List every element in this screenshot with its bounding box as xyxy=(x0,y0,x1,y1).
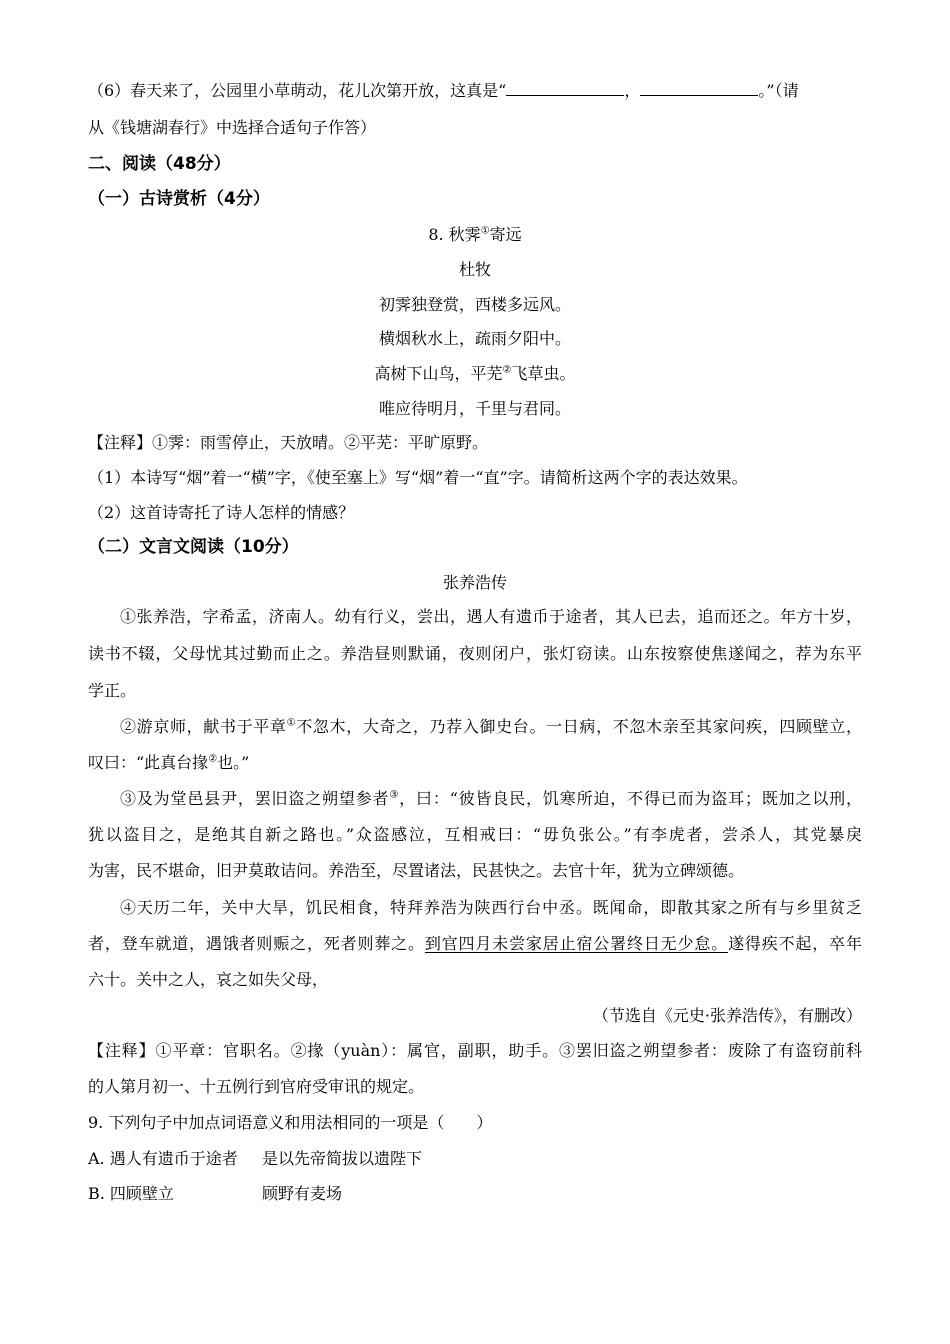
passage-title: 张养浩传 xyxy=(442,573,507,592)
paragraph-1-line-2: 读书不辍，父母忧其过勤而止之。养浩昼则默诵，夜则闭户，张灯窃读。山东按察使焦遂闻之，荐为东平 xyxy=(88,644,862,663)
option-b-label: B. 四顾壁立 xyxy=(88,1184,174,1203)
paragraph-4-line-3: 六十。关中之人，哀之如失父母， xyxy=(88,970,329,989)
poem-question-1: （1）本诗写“烟”着一“横”字，《使至塞上》写“烟”着一“直”字。请简析这两个字的表达效果。 xyxy=(88,468,748,487)
passage-source: （节选自《元史·张养浩传》，有删改） xyxy=(592,1006,862,1025)
paragraph-1-line-1: ①张养浩，字希孟，济南人。幼有行义，尝出，遇人有遗币于途者，其人已去，追而还之。年方十岁， xyxy=(120,607,862,626)
footnote-marker: ② xyxy=(502,364,512,376)
question-6-line-2: 从《钱塘湖春行》中选择合适句子作答） xyxy=(88,118,377,137)
poem-title: 8. 秋霁①寄远 xyxy=(428,225,522,244)
underlined-sentence: 到官四月未尝家居止宿公署终日无少怠。 xyxy=(424,934,729,953)
footnote-marker: ② xyxy=(208,753,218,765)
paragraph-2-line-2: 叹曰：“此真台掾②也。” xyxy=(88,753,250,772)
question-9-option-b[interactable] xyxy=(88,1183,862,1205)
answer-blank-1[interactable] xyxy=(506,80,624,96)
paragraph-4-line-1: ④天历二年，关中大旱，饥民相食，特拜养浩为陕西行台中丞。既闻命，即散其家之所有与乡里贫乏 xyxy=(120,898,862,917)
paragraph-3-line-3: 为害，民不堪命，旧尹莫敢诘问。养浩至，尽置诸法，民甚快之。去官十年，犹为立碑颂德。 xyxy=(88,861,745,880)
poem-author: 杜牧 xyxy=(458,260,491,279)
option-a-compare: 是以先帝简拔以遗陛下 xyxy=(262,1149,423,1168)
footnote-marker: ① xyxy=(286,717,297,729)
paragraph-1-line-3: 学正。 xyxy=(88,681,137,700)
section-2-title: 二、阅读（48分） xyxy=(88,154,231,174)
question-9-stem: 9. 下列句子中加点词语意义和用法相同的一项是（ ） xyxy=(88,1113,493,1132)
poem-question-2: （2）这首诗寄托了诗人怎样的情感？ xyxy=(88,503,355,522)
paragraph-3-line-2: 犹以盗目之，是绝其自新之路也。”众盗感泣，互相戒曰：“毋负张公。”有李虎者，尝杀人，其党暴戾 xyxy=(88,825,862,844)
poem-line-3: 高树下山鸟，平芜②飞草虫。 xyxy=(374,364,576,383)
subsection-1-title: （一）古诗赏析（4分） xyxy=(88,189,270,209)
question-6-line-1 xyxy=(88,80,862,102)
poem-line-4: 唯应待明月，千里与君同。 xyxy=(378,399,571,418)
question-6-text: （6）春天来了，公园里小草萌动，花儿次第开放，这真是“ xyxy=(88,81,507,100)
poem-line-2: 横烟秋水上，疏雨夕阳中。 xyxy=(378,329,571,348)
paragraph-3-line-1: ③及为堂邑县尹，罢旧盗之朔望参者③，曰：“彼皆良民，饥寒所迫，不得已而为盗耳；既加之以刑， xyxy=(120,789,862,808)
footnote-marker: ③ xyxy=(389,789,400,801)
question-9-option-a[interactable] xyxy=(88,1148,862,1170)
footnote-marker: ① xyxy=(480,225,490,237)
question-6-comma: ， xyxy=(624,81,641,100)
passage-note-line-2: 的人第月初一、十五例行到官府受审讯的规定。 xyxy=(88,1077,425,1096)
passage-note-line-1: 【注释】①平章：官职名。②掾（yuàn）：属官，副职，助手。③罢旧盗之朔望参者：废除了有盗窃前科 xyxy=(88,1041,862,1060)
answer-blank-2[interactable] xyxy=(640,80,758,96)
option-b-compare: 顾野有麦场 xyxy=(262,1184,343,1203)
paragraph-4-line-2: 者，登车就道，遇饿者则赈之，死者则葬之。到官四月未尝家居止宿公署终日无少怠。遂得疾不起，卒年 xyxy=(88,934,862,953)
question-6-suffix: 。”（请 xyxy=(758,81,799,100)
subsection-2-title: （二）文言文阅读（10分） xyxy=(88,537,299,557)
poem-line-1: 初霁独登赏，西楼多远风。 xyxy=(378,295,571,314)
option-a-label: A. 遇人有遗币于途者 xyxy=(88,1149,238,1168)
poem-note: 【注释】①霁：雨雪停止，天放晴。②平芜：平旷原野。 xyxy=(88,433,489,452)
paragraph-2-line-1: ②游京师，献书于平章①不忽木，大奇之，乃荐入御史台。一日病，不忽木亲至其家问疾，四顾壁立， xyxy=(120,717,862,736)
